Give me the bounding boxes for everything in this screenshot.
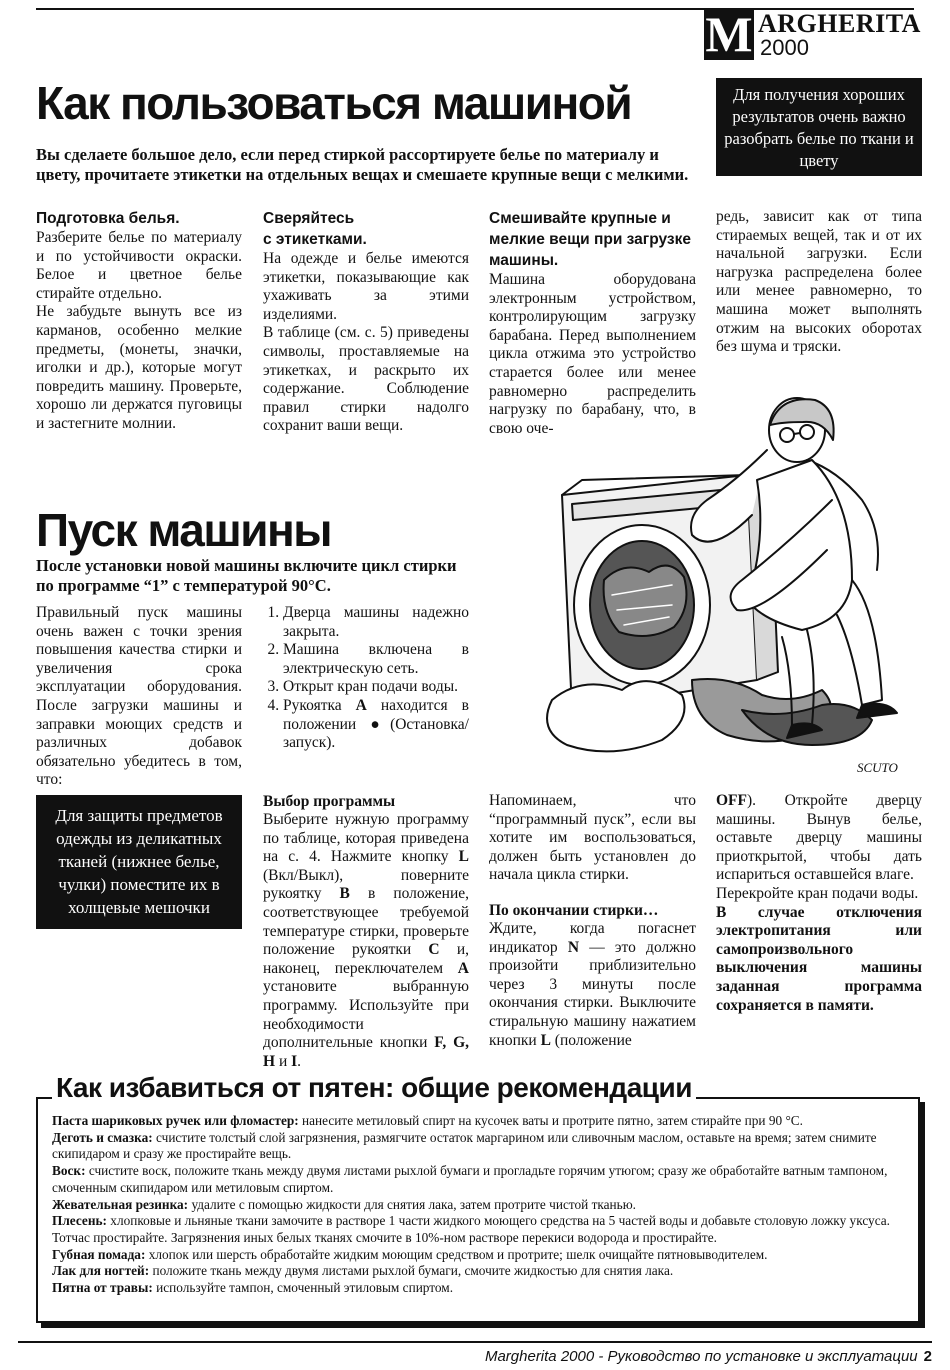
section-lead-usage: Вы сделаете большое дело, если перед стиркой рассортируете белье по материалу и цвету, прочитаете этикетки на отдельных вещах и смешаете крупные вещи с мелкими. — [36, 145, 689, 184]
column-after-wash-continued — [716, 792, 922, 1015]
footer-rule — [18, 1341, 932, 1343]
stain-item: Губная помада: хлопок или шерсть обработайте жидким моющим средством и протрите; шелк очищайте пятновыводителем. — [52, 1246, 768, 1262]
paragraph: В таблице (см. с. 5) приведены символы, проставляемые на этикетках, и раскрыто их содержание. Соблюдение правил стирки надолго сохранит ваши вещи. — [263, 324, 469, 435]
logo-name: ARGHERITA — [758, 9, 921, 38]
stain-item: Паста шариковых ручек или фломастер: нанесите метиловый спирт на кусочек ваты и протрите пятно, затем стирайте при 90 °C. — [52, 1113, 803, 1128]
column-laundry-prep — [36, 208, 242, 434]
sorting-tip-callout: Для получения хороших результатов очень важно разобрать белье по ткани и цвету — [716, 78, 922, 176]
washing-machine-illustration — [512, 380, 924, 780]
column-program-select — [263, 792, 469, 1071]
footer-text: Margherita 2000 - Руководство по установке и эксплуатации — [484, 1348, 918, 1365]
paragraph: Не забудьте вынуть все из карманов, особенно мелкие предметы, (монеты, значки, иголки и др.), которые могут повредить машину. Проверьте, хорошо ли держатся пуговицы и застегните молнии. — [36, 303, 242, 432]
paragraph: Выберите нужную программу по таблице, которая приведена на с. 4. Нажмите кнопку L (Вкл/Выкл), поверните рукоятку B в положение, соответствующее требуемой температуре стирки, проверьте положение рукоятки C и, наконец, переключателем A установите выбранную программу. Используйте при необходимости дополнительные кнопки F, G, H и I. — [263, 811, 469, 1070]
illustrator-signature: SCUTO — [857, 760, 898, 775]
stain-item: Лак для ногтей: положите ткань между двумя листами рыхлой бумаги, смочите жидкостью для снятия лака. — [52, 1263, 674, 1279]
paragraph: Правильный пуск машины очень важен с точки зрения повышения качества стирки и увеличения срока эксплуатации оборудования. После загрузки машины и заправки моющих средств и различных добавок обязательно убедитесь в том, что: — [36, 604, 242, 789]
subheading: По окончании стирки… — [489, 901, 659, 919]
stain-section-title: Как избавиться от пятен: общие рекомендации — [52, 1070, 696, 1106]
stain-removal-box — [36, 1097, 920, 1323]
checklist-item: 3. Открыт кран подачи воды. — [283, 678, 469, 697]
column-check-labels — [263, 208, 469, 436]
column-after-wash — [489, 792, 696, 1050]
stain-item: Деготь и смазка: счистите толстый слой загрязнения, размягчите остаток маргарином или сливочным маслом, оставьте на время; затем снимите скипидаром и сразу же простирайте вещь. — [52, 1129, 877, 1162]
column-heading: Подготовка белья. — [36, 210, 180, 227]
checklist-item: 2. Машина включена в электрическую сеть. — [283, 641, 469, 678]
column-mix-items-continued — [716, 208, 922, 357]
subheading: Выбор программы — [263, 793, 396, 810]
column-heading-line2: с этикетками. — [263, 231, 367, 248]
paragraph: На одежде и белье имеются этикетки, показывающие как ухаживать за этими изделиями. — [263, 250, 469, 323]
paragraph: OFF). Откройте дверцу машины. Вынув белье, оставьте дверцу машины приоткрытой, чтобы дать испариться оставшейся влаге. — [716, 792, 922, 884]
brand-logo — [704, 8, 919, 60]
column-heading: Смешивайте крупные и мелкие вещи при загрузке машины. — [489, 210, 692, 269]
logo-year: 2000 — [760, 35, 809, 60]
startup-checklist — [263, 604, 469, 753]
section-lead-start: После установки новой машины включите цикл стирки по программе “1” с температурой 90°C. — [36, 556, 457, 595]
stain-item: Пятна от травы: используйте тампон, смоченный этиловым спиртом. — [52, 1280, 454, 1296]
stain-item: Плесень: хлопковые и льняные ткани замочите в растворе 1 части жидкого моющего средства на 5 частей воды и добавьте столовую ложку уксуса. Тотчас простирайте. Загрязнения иных белых тканях смочите в 10%-ном растворе перекиси водорода и простирайте. — [52, 1213, 890, 1245]
logo-letter: M — [705, 6, 753, 62]
stain-list — [52, 1113, 904, 1297]
paragraph: Машина оборудована электронным устройством, контролирующим загрузку барабана. Перед выполнением цикла отжима это устройство старается более или менее равномерно распределить нагрузку по барабану, что, в свою оче- — [489, 271, 696, 437]
section-title-start: Пуск машины — [36, 504, 332, 556]
power-failure-note: В случае отключения электропитания или самопроизвольного выключения машины заданная программа сохраняется в памяти. — [716, 903, 922, 1014]
column-startup-intro — [36, 604, 242, 790]
paragraph: Перекройте кран подачи воды. — [716, 884, 919, 902]
page-number: 2 — [923, 1348, 932, 1365]
checklist-item: 1. Дверца машины надежно закрыта. — [283, 604, 469, 641]
checklist-item: 4. Рукоятка A находится в положении ●(Остановка/запуск). — [283, 697, 469, 753]
stain-item: Жевательная резинка: удалите с помощью жидкости для снятия лака, затем протрите чистой тканью. — [52, 1196, 636, 1212]
paragraph: Разберите белье по материалу и по устойчивости окраски. Белое и цветное белье стирайте отдельно. — [36, 229, 242, 302]
paragraph: редь, зависит как от типа стираемых вещей, так и от их начальной загрузки. Если нагрузка распределена более или менее равномерно, то машина может выполнять отжим на высоких оборотах без шума и тряски. — [716, 208, 922, 356]
page-footer — [485, 1348, 932, 1366]
paragraph: Ждите, когда погаснет индикатор N — это должно произойти приблизительно через 3 минуты после окончания стирки. Выключите стиральную машину нажатием кнопки L (положение — [489, 919, 696, 1049]
column-heading-line1: Сверяйтесь — [263, 210, 355, 227]
paragraph: Напоминаем, что “программный пуск”, если вы хотите им воспользоваться, должен быть установлен до начала цикла стирки. — [489, 792, 696, 884]
delicates-tip-callout: Для защиты предметов одежды из деликатных тканей (нижнее белье, чулки) поместите их в холщевые мешочки — [36, 795, 242, 929]
stain-item: Воск: счистите воск, положите ткань между двумя листами рыхлой бумаги и прогладьте горячим утюгом; сразу же обработайте ватным тампоном, смоченным скипидаром или метиловым спиртом. — [52, 1163, 888, 1195]
section-title-usage: Как пользоваться машиной — [36, 77, 632, 129]
